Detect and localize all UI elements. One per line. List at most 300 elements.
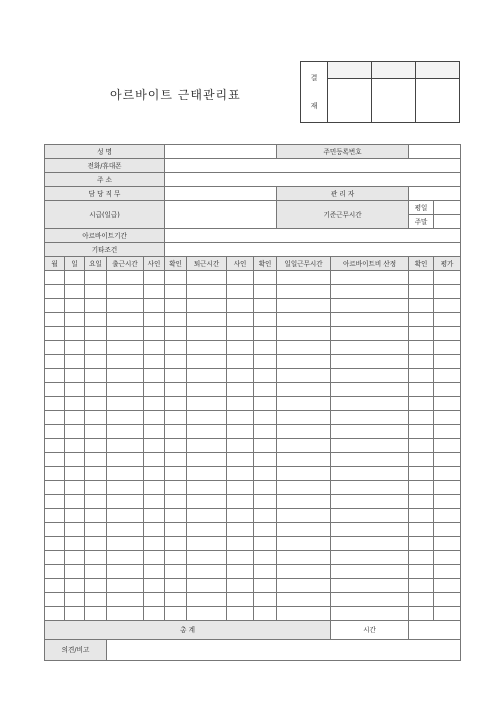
table-cell[interactable]: [187, 579, 227, 593]
table-cell[interactable]: [277, 369, 331, 383]
table-cell[interactable]: [165, 271, 187, 285]
table-cell[interactable]: [144, 299, 165, 313]
table-cell[interactable]: [165, 341, 187, 355]
table-cell[interactable]: [187, 607, 227, 621]
table-cell[interactable]: [187, 467, 227, 481]
table-cell[interactable]: [277, 397, 331, 411]
table-cell[interactable]: [65, 439, 85, 453]
table-cell[interactable]: [331, 495, 409, 509]
table-cell[interactable]: [85, 355, 107, 369]
table-cell[interactable]: [45, 607, 65, 621]
table-cell[interactable]: [65, 383, 85, 397]
table-cell[interactable]: [45, 285, 65, 299]
table-cell[interactable]: [65, 607, 85, 621]
table-cell[interactable]: [187, 411, 227, 425]
table-cell[interactable]: [65, 481, 85, 495]
table-cell[interactable]: [409, 523, 434, 537]
table-cell[interactable]: [434, 341, 461, 355]
table-cell[interactable]: [227, 481, 254, 495]
table-cell[interactable]: [144, 411, 165, 425]
table-cell[interactable]: [165, 453, 187, 467]
table-cell[interactable]: [187, 523, 227, 537]
table-cell[interactable]: [331, 271, 409, 285]
approval-signature-slot[interactable]: [328, 79, 372, 123]
table-cell[interactable]: [254, 313, 277, 327]
table-cell[interactable]: [277, 285, 331, 299]
table-cell[interactable]: [331, 397, 409, 411]
table-cell[interactable]: [65, 523, 85, 537]
table-cell[interactable]: [107, 327, 144, 341]
table-cell[interactable]: [85, 299, 107, 313]
table-cell[interactable]: [331, 313, 409, 327]
table-cell[interactable]: [107, 411, 144, 425]
table-cell[interactable]: [434, 383, 461, 397]
table-cell[interactable]: [187, 593, 227, 607]
table-cell[interactable]: [331, 551, 409, 565]
table-cell[interactable]: [85, 593, 107, 607]
table-cell[interactable]: [107, 271, 144, 285]
table-cell[interactable]: [434, 313, 461, 327]
table-cell[interactable]: [187, 397, 227, 411]
table-cell[interactable]: [227, 369, 254, 383]
table-cell[interactable]: [65, 467, 85, 481]
table-cell[interactable]: [144, 425, 165, 439]
table-cell[interactable]: [254, 537, 277, 551]
table-cell[interactable]: [227, 425, 254, 439]
table-cell[interactable]: [409, 467, 434, 481]
table-cell[interactable]: [165, 523, 187, 537]
table-cell[interactable]: [409, 355, 434, 369]
table-cell[interactable]: [65, 341, 85, 355]
table-cell[interactable]: [254, 299, 277, 313]
table-cell[interactable]: [85, 341, 107, 355]
table-cell[interactable]: [227, 341, 254, 355]
table-cell[interactable]: [107, 341, 144, 355]
table-cell[interactable]: [254, 481, 277, 495]
table-cell[interactable]: [434, 495, 461, 509]
table-cell[interactable]: [409, 313, 434, 327]
table-cell[interactable]: [65, 425, 85, 439]
table-cell[interactable]: [254, 523, 277, 537]
table-cell[interactable]: [107, 607, 144, 621]
table-cell[interactable]: [107, 495, 144, 509]
table-cell[interactable]: [65, 313, 85, 327]
table-cell[interactable]: [277, 383, 331, 397]
table-cell[interactable]: [434, 285, 461, 299]
name-field[interactable]: [165, 145, 277, 159]
table-cell[interactable]: [165, 509, 187, 523]
table-cell[interactable]: [165, 299, 187, 313]
table-cell[interactable]: [65, 285, 85, 299]
table-cell[interactable]: [45, 495, 65, 509]
table-cell[interactable]: [254, 453, 277, 467]
table-cell[interactable]: [254, 271, 277, 285]
table-cell[interactable]: [254, 355, 277, 369]
table-cell[interactable]: [144, 313, 165, 327]
table-cell[interactable]: [277, 607, 331, 621]
table-cell[interactable]: [409, 341, 434, 355]
table-cell[interactable]: [187, 341, 227, 355]
table-cell[interactable]: [45, 397, 65, 411]
table-cell[interactable]: [187, 495, 227, 509]
table-cell[interactable]: [45, 355, 65, 369]
table-cell[interactable]: [45, 271, 65, 285]
table-cell[interactable]: [277, 481, 331, 495]
table-cell[interactable]: [227, 355, 254, 369]
table-cell[interactable]: [331, 327, 409, 341]
table-cell[interactable]: [107, 537, 144, 551]
table-cell[interactable]: [187, 383, 227, 397]
table-cell[interactable]: [187, 481, 227, 495]
table-cell[interactable]: [65, 299, 85, 313]
table-cell[interactable]: [277, 565, 331, 579]
table-cell[interactable]: [45, 551, 65, 565]
table-cell[interactable]: [187, 551, 227, 565]
table-cell[interactable]: [85, 271, 107, 285]
table-cell[interactable]: [227, 439, 254, 453]
table-cell[interactable]: [254, 495, 277, 509]
table-cell[interactable]: [144, 271, 165, 285]
table-cell[interactable]: [107, 397, 144, 411]
remarks-field[interactable]: [107, 640, 461, 661]
table-cell[interactable]: [65, 271, 85, 285]
table-cell[interactable]: [144, 551, 165, 565]
table-cell[interactable]: [331, 425, 409, 439]
table-cell[interactable]: [85, 565, 107, 579]
table-cell[interactable]: [85, 411, 107, 425]
table-cell[interactable]: [45, 509, 65, 523]
table-cell[interactable]: [144, 383, 165, 397]
table-cell[interactable]: [144, 453, 165, 467]
table-cell[interactable]: [409, 481, 434, 495]
table-cell[interactable]: [85, 537, 107, 551]
table-cell[interactable]: [107, 383, 144, 397]
table-cell[interactable]: [331, 537, 409, 551]
table-cell[interactable]: [277, 509, 331, 523]
table-cell[interactable]: [187, 299, 227, 313]
other-field[interactable]: [165, 243, 461, 257]
table-cell[interactable]: [277, 551, 331, 565]
table-cell[interactable]: [144, 355, 165, 369]
table-cell[interactable]: [331, 341, 409, 355]
table-cell[interactable]: [165, 551, 187, 565]
wage-field[interactable]: [165, 201, 277, 229]
table-cell[interactable]: [409, 537, 434, 551]
table-cell[interactable]: [107, 439, 144, 453]
table-cell[interactable]: [65, 509, 85, 523]
table-cell[interactable]: [254, 327, 277, 341]
duty-field[interactable]: [165, 187, 277, 201]
table-cell[interactable]: [45, 565, 65, 579]
table-cell[interactable]: [45, 313, 65, 327]
table-cell[interactable]: [227, 565, 254, 579]
table-cell[interactable]: [409, 453, 434, 467]
table-cell[interactable]: [165, 579, 187, 593]
table-cell[interactable]: [227, 551, 254, 565]
table-cell[interactable]: [227, 509, 254, 523]
table-cell[interactable]: [227, 607, 254, 621]
table-cell[interactable]: [434, 271, 461, 285]
table-cell[interactable]: [409, 383, 434, 397]
table-cell[interactable]: [187, 439, 227, 453]
table-cell[interactable]: [227, 579, 254, 593]
table-cell[interactable]: [65, 355, 85, 369]
table-cell[interactable]: [254, 509, 277, 523]
table-cell[interactable]: [254, 565, 277, 579]
table-cell[interactable]: [254, 607, 277, 621]
table-cell[interactable]: [434, 355, 461, 369]
table-cell[interactable]: [331, 593, 409, 607]
table-cell[interactable]: [65, 593, 85, 607]
table-cell[interactable]: [409, 369, 434, 383]
table-cell[interactable]: [85, 397, 107, 411]
table-cell[interactable]: [107, 425, 144, 439]
table-cell[interactable]: [434, 523, 461, 537]
table-cell[interactable]: [434, 425, 461, 439]
table-cell[interactable]: [107, 355, 144, 369]
table-cell[interactable]: [254, 467, 277, 481]
table-cell[interactable]: [277, 537, 331, 551]
table-cell[interactable]: [277, 523, 331, 537]
table-cell[interactable]: [65, 397, 85, 411]
table-cell[interactable]: [107, 285, 144, 299]
table-cell[interactable]: [107, 551, 144, 565]
weekend-field[interactable]: [434, 215, 461, 229]
table-cell[interactable]: [254, 341, 277, 355]
table-cell[interactable]: [165, 481, 187, 495]
table-cell[interactable]: [85, 551, 107, 565]
table-cell[interactable]: [331, 355, 409, 369]
table-cell[interactable]: [409, 565, 434, 579]
table-cell[interactable]: [434, 299, 461, 313]
table-cell[interactable]: [187, 271, 227, 285]
table-cell[interactable]: [277, 355, 331, 369]
table-cell[interactable]: [331, 369, 409, 383]
table-cell[interactable]: [409, 579, 434, 593]
approval-signature-slot[interactable]: [416, 79, 460, 123]
table-cell[interactable]: [45, 481, 65, 495]
table-cell[interactable]: [45, 537, 65, 551]
table-cell[interactable]: [165, 355, 187, 369]
table-cell[interactable]: [331, 439, 409, 453]
table-cell[interactable]: [227, 495, 254, 509]
table-cell[interactable]: [144, 327, 165, 341]
table-cell[interactable]: [331, 467, 409, 481]
table-cell[interactable]: [409, 327, 434, 341]
table-cell[interactable]: [107, 593, 144, 607]
table-cell[interactable]: [165, 537, 187, 551]
table-cell[interactable]: [85, 327, 107, 341]
table-cell[interactable]: [144, 607, 165, 621]
table-cell[interactable]: [107, 299, 144, 313]
table-cell[interactable]: [434, 481, 461, 495]
table-cell[interactable]: [165, 397, 187, 411]
table-cell[interactable]: [277, 495, 331, 509]
table-cell[interactable]: [45, 593, 65, 607]
table-cell[interactable]: [165, 607, 187, 621]
table-cell[interactable]: [65, 551, 85, 565]
table-cell[interactable]: [187, 327, 227, 341]
table-cell[interactable]: [254, 411, 277, 425]
table-cell[interactable]: [227, 313, 254, 327]
id-number-field[interactable]: [409, 145, 461, 159]
table-cell[interactable]: [45, 327, 65, 341]
table-cell[interactable]: [107, 453, 144, 467]
table-cell[interactable]: [254, 425, 277, 439]
table-cell[interactable]: [227, 397, 254, 411]
table-cell[interactable]: [434, 579, 461, 593]
table-cell[interactable]: [144, 285, 165, 299]
table-cell[interactable]: [107, 467, 144, 481]
table-cell[interactable]: [45, 299, 65, 313]
table-cell[interactable]: [85, 523, 107, 537]
table-cell[interactable]: [85, 439, 107, 453]
table-cell[interactable]: [65, 495, 85, 509]
table-cell[interactable]: [165, 593, 187, 607]
table-cell[interactable]: [107, 579, 144, 593]
table-cell[interactable]: [434, 565, 461, 579]
table-cell[interactable]: [254, 593, 277, 607]
table-cell[interactable]: [187, 537, 227, 551]
table-cell[interactable]: [227, 523, 254, 537]
table-cell[interactable]: [409, 607, 434, 621]
table-cell[interactable]: [277, 439, 331, 453]
table-cell[interactable]: [107, 369, 144, 383]
manager-field[interactable]: [409, 187, 461, 201]
table-cell[interactable]: [434, 397, 461, 411]
table-cell[interactable]: [227, 593, 254, 607]
table-cell[interactable]: [434, 537, 461, 551]
table-cell[interactable]: [331, 523, 409, 537]
table-cell[interactable]: [187, 453, 227, 467]
table-cell[interactable]: [227, 453, 254, 467]
table-cell[interactable]: [227, 411, 254, 425]
table-cell[interactable]: [165, 467, 187, 481]
table-cell[interactable]: [434, 607, 461, 621]
table-cell[interactable]: [144, 369, 165, 383]
table-cell[interactable]: [85, 607, 107, 621]
table-cell[interactable]: [65, 579, 85, 593]
table-cell[interactable]: [144, 341, 165, 355]
table-cell[interactable]: [409, 509, 434, 523]
table-cell[interactable]: [434, 439, 461, 453]
table-cell[interactable]: [144, 495, 165, 509]
table-cell[interactable]: [107, 523, 144, 537]
table-cell[interactable]: [85, 285, 107, 299]
table-cell[interactable]: [409, 285, 434, 299]
table-cell[interactable]: [65, 369, 85, 383]
table-cell[interactable]: [144, 467, 165, 481]
table-cell[interactable]: [277, 579, 331, 593]
table-cell[interactable]: [331, 383, 409, 397]
table-cell[interactable]: [409, 551, 434, 565]
table-cell[interactable]: [409, 299, 434, 313]
table-cell[interactable]: [254, 551, 277, 565]
table-cell[interactable]: [107, 313, 144, 327]
table-cell[interactable]: [227, 383, 254, 397]
address-field[interactable]: [165, 173, 461, 187]
table-cell[interactable]: [331, 481, 409, 495]
table-cell[interactable]: [144, 481, 165, 495]
table-cell[interactable]: [434, 369, 461, 383]
total-time-field[interactable]: [409, 621, 461, 640]
table-cell[interactable]: [331, 509, 409, 523]
table-cell[interactable]: [409, 271, 434, 285]
table-cell[interactable]: [277, 299, 331, 313]
table-cell[interactable]: [65, 327, 85, 341]
table-cell[interactable]: [277, 313, 331, 327]
table-cell[interactable]: [254, 397, 277, 411]
table-cell[interactable]: [45, 523, 65, 537]
table-cell[interactable]: [277, 453, 331, 467]
table-cell[interactable]: [144, 579, 165, 593]
table-cell[interactable]: [227, 327, 254, 341]
table-cell[interactable]: [144, 509, 165, 523]
table-cell[interactable]: [165, 439, 187, 453]
table-cell[interactable]: [85, 467, 107, 481]
weekday-field[interactable]: [434, 201, 461, 215]
table-cell[interactable]: [144, 565, 165, 579]
table-cell[interactable]: [85, 509, 107, 523]
table-cell[interactable]: [227, 271, 254, 285]
table-cell[interactable]: [277, 341, 331, 355]
table-cell[interactable]: [227, 285, 254, 299]
table-cell[interactable]: [277, 271, 331, 285]
table-cell[interactable]: [107, 509, 144, 523]
table-cell[interactable]: [277, 327, 331, 341]
table-cell[interactable]: [409, 439, 434, 453]
table-cell[interactable]: [45, 341, 65, 355]
table-cell[interactable]: [434, 551, 461, 565]
table-cell[interactable]: [45, 369, 65, 383]
table-cell[interactable]: [409, 411, 434, 425]
table-cell[interactable]: [45, 425, 65, 439]
table-cell[interactable]: [165, 313, 187, 327]
table-cell[interactable]: [227, 299, 254, 313]
approval-signature-slot[interactable]: [372, 79, 416, 123]
table-cell[interactable]: [85, 369, 107, 383]
table-cell[interactable]: [65, 411, 85, 425]
table-cell[interactable]: [187, 369, 227, 383]
table-cell[interactable]: [409, 593, 434, 607]
table-cell[interactable]: [277, 593, 331, 607]
table-cell[interactable]: [165, 285, 187, 299]
table-cell[interactable]: [187, 285, 227, 299]
table-cell[interactable]: [45, 579, 65, 593]
table-cell[interactable]: [254, 383, 277, 397]
table-cell[interactable]: [434, 327, 461, 341]
table-cell[interactable]: [85, 453, 107, 467]
table-cell[interactable]: [85, 425, 107, 439]
table-cell[interactable]: [45, 453, 65, 467]
table-cell[interactable]: [277, 467, 331, 481]
table-cell[interactable]: [165, 369, 187, 383]
table-cell[interactable]: [65, 537, 85, 551]
table-cell[interactable]: [165, 425, 187, 439]
table-cell[interactable]: [85, 313, 107, 327]
table-cell[interactable]: [165, 411, 187, 425]
table-cell[interactable]: [187, 565, 227, 579]
table-cell[interactable]: [434, 467, 461, 481]
table-cell[interactable]: [85, 383, 107, 397]
table-cell[interactable]: [187, 313, 227, 327]
table-cell[interactable]: [434, 509, 461, 523]
table-cell[interactable]: [65, 565, 85, 579]
table-cell[interactable]: [409, 397, 434, 411]
phone-field[interactable]: [165, 159, 461, 173]
table-cell[interactable]: [65, 453, 85, 467]
table-cell[interactable]: [165, 565, 187, 579]
